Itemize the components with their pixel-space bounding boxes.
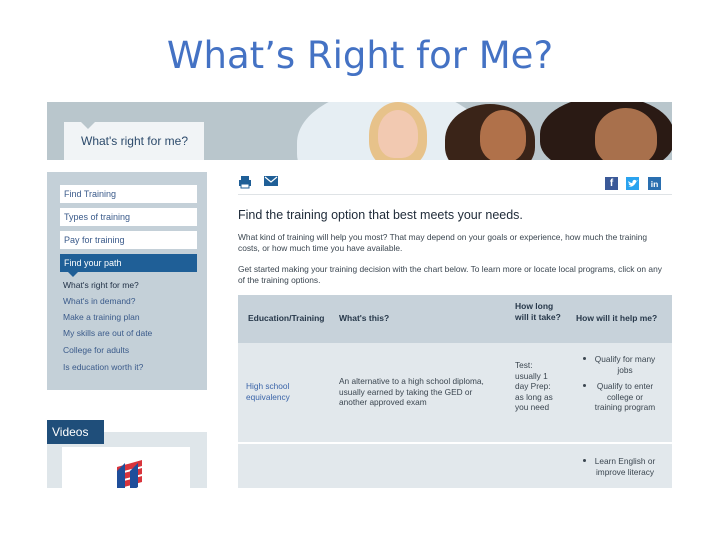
training-option-link[interactable]: High school equivalency [246, 381, 290, 402]
website-screenshot [47, 102, 672, 488]
banner-label-box [64, 122, 204, 160]
print-icon[interactable] [238, 175, 252, 189]
table-row [238, 444, 672, 488]
sidebar [47, 172, 207, 390]
banner-notch [81, 122, 95, 129]
sidebar-item-types-of-training[interactable]: Types of training [60, 208, 197, 226]
bullet-dot [583, 459, 586, 462]
subnav-is-education-worth-it[interactable]: Is education worth it? [63, 362, 144, 372]
subnav-skills-out-of-date[interactable]: My skills are out of date [63, 328, 153, 338]
subnav-college-for-adults[interactable]: College for adults [63, 345, 130, 355]
facebook-icon[interactable]: f [605, 177, 618, 190]
bullet-dot [583, 357, 586, 360]
subnav-whats-in-demand[interactable]: What's in demand? [63, 296, 136, 306]
intro-paragraph: What kind of training will help you most? That may depend on your goals or experience, how much the training costs, or how much time you have available. [238, 232, 648, 253]
email-icon[interactable] [264, 175, 278, 187]
twitter-icon[interactable] [626, 177, 639, 190]
column-header: What's this? [339, 313, 390, 323]
column-header: Education/Training [248, 313, 325, 323]
toolbar-divider [238, 194, 672, 195]
subnav-make-a-training-plan[interactable]: Make a training plan [63, 312, 140, 322]
bullet-dot [583, 384, 586, 387]
man-face [595, 108, 657, 160]
subnav-whats-right-for-me[interactable]: What's right for me? [63, 280, 139, 290]
table-cell: Learn English or improve literacy [594, 456, 656, 477]
flag-logo-icon [62, 447, 190, 488]
banner-label: What's right for me? [81, 134, 188, 148]
page-heading: Find the training option that best meets your needs. [238, 208, 523, 222]
table-cell: An alternative to a high school diploma, usually earned by taking the GED or another approved exam [339, 376, 484, 407]
table-header [238, 295, 672, 343]
instructions-paragraph: Get started making your training decision with the chart below. To learn more or locate local programs, click on any of the training options. [238, 264, 662, 285]
slide-title: What’s Right for Me? [166, 34, 554, 77]
linkedin-icon[interactable]: in [648, 177, 661, 190]
sidebar-item-find-your-path[interactable]: Find your path [60, 254, 197, 272]
table-cell: Test: usually 1 day Prep: as long as you need [515, 360, 553, 412]
hero-banner [47, 102, 672, 160]
main-content [238, 172, 672, 488]
sidebar-item-pay-for-training[interactable]: Pay for training [60, 231, 197, 249]
table-cell: Qualify to enter college or training program [594, 381, 656, 412]
table-row [238, 343, 672, 442]
videos-tab[interactable]: Videos [47, 420, 104, 444]
woman-face [378, 110, 418, 158]
sidebar-item-find-training[interactable]: Find Training [60, 185, 197, 203]
table-cell: Qualify for many jobs [594, 354, 656, 375]
student-face [480, 110, 526, 160]
video-thumbnail[interactable] [62, 447, 190, 488]
column-header: How long will it take? [515, 301, 561, 322]
column-header: How will it help me? [576, 313, 658, 323]
